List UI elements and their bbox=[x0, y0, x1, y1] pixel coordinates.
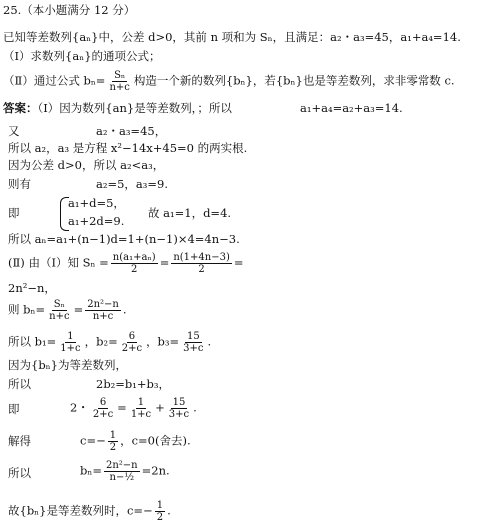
answer-line-5-math: a₂=5，a₃=9. bbox=[96, 177, 168, 191]
system-eq-2: a₁+2d=9. bbox=[68, 214, 125, 228]
answer-line-1-math: a₁+a₄=a₂+a₃=14. bbox=[300, 101, 403, 115]
q2-prefix: （Ⅱ）通过公式 bₙ= bbox=[3, 73, 106, 88]
answer-line-1: 答案：（Ⅰ）因为数列{an}是等差数列，；所以 bbox=[3, 101, 232, 115]
answer-label: 答案： bbox=[3, 101, 38, 115]
answer-line-6-label: 即 bbox=[8, 206, 20, 220]
answer-line-13-label: 所以 bbox=[8, 377, 31, 391]
answer-line-15-label: 解得 bbox=[8, 434, 31, 448]
question-1: （Ⅰ）求数列{aₙ}的通项公式； bbox=[3, 49, 161, 63]
answer-line-16-label: 所以 bbox=[8, 466, 31, 480]
bn-fraction-2: $\frac{\text{2n²−n}}{n+c}$ bbox=[87, 299, 119, 322]
answer-line-10: 则 bₙ= $\frac{\text{Sₙ}}{n+c}$ = $\frac{\text{2n²−n}}{n+c}$ . bbox=[8, 299, 127, 322]
sn-fraction-1: $\frac{\text{n(a₁+aₙ)}}{2}$ bbox=[112, 252, 156, 275]
b3-fraction: $\frac{15}{3+c}$ bbox=[183, 331, 204, 354]
answer-line-4: 因为公差 d>0，所以 a₂<a₃， bbox=[8, 158, 165, 172]
answer-line-5-label: 则有 bbox=[8, 177, 31, 191]
system-result: 故 a₁=1，d=4. bbox=[148, 206, 232, 220]
c-fraction: $\frac{1}{2}$ bbox=[109, 430, 117, 453]
answer-line-11: 所以 b₁= $\frac{1}{1+c}$ ，b₂= $\frac{6}{2+c}$ ，b₃= $\frac{15}{3+c}$ . bbox=[8, 331, 212, 354]
answer-line-13-math: 2b₂=b₁+b₃， bbox=[96, 377, 171, 391]
answer-line-2-label: 又 bbox=[8, 124, 20, 138]
answer-line-9: 2n²−n， bbox=[8, 281, 56, 295]
answer-line-17: 故{bₙ}是等差数列时，c=− $\frac{1}{2}$ . bbox=[8, 500, 171, 523]
sn-fraction-2: $\frac{n(1+4n-3)}{2}$ bbox=[173, 252, 230, 275]
question-2 bbox=[3, 70, 455, 93]
answer-line-14-math: 2・ $\frac{6}{2+c}$ = $\frac{1}{1+c}$ + $\frac{15}{3+c}$ . bbox=[70, 397, 197, 420]
final-c-fraction: $\frac{1}{2}$ bbox=[156, 500, 164, 523]
answer-line-2-math: a₂・a₃=45， bbox=[96, 124, 167, 138]
system-eq-1: a₁+d=5， bbox=[68, 196, 125, 210]
eq-fraction-3: $\frac{15}{3+c}$ bbox=[168, 397, 190, 420]
problem-header: 25.（本小题满分 12 分） bbox=[3, 3, 136, 17]
answer-line-16-math: bₙ= $\frac{\text{2n²−n}}{\text{n−½}}$ =2n. bbox=[80, 460, 170, 483]
answer-line-14-label: 即 bbox=[8, 402, 20, 416]
answer-line-3: 所以 a₂，a₃ 是方程 x²−14x+45=0 的两实根. bbox=[8, 141, 248, 155]
bn-final-fraction: $\frac{\text{2n²−n}}{\text{n−½}}$ bbox=[105, 460, 138, 483]
problem-statement: 已知等差数列{aₙ}中，公差 d>0，其前 n 项和为 Sₙ，且满足：a₂・a₃=45，a₁+a₄=14. bbox=[3, 30, 461, 44]
q2-fraction: $\frac{\text{Sₙ}}{n+c}$ bbox=[109, 70, 130, 93]
answer-line-12: 因为{bₙ}为等差数列， bbox=[8, 358, 127, 372]
eq-fraction-2: $\frac{1}{1+c}$ bbox=[130, 397, 152, 420]
bn-fraction-1: $\frac{\text{Sₙ}}{n+c}$ bbox=[49, 299, 70, 322]
answer-line-7: 所以 aₙ=a₁+(n−1)d=1+(n−1)×4=4n−3. bbox=[8, 232, 240, 246]
answer-line-15-math: c=− $\frac{1}{2}$ ，c=0(舍去). bbox=[80, 430, 191, 453]
q2-suffix: 构造一个新的数列{bₙ}，若{bₙ}也是等差数列，求非零常数 c. bbox=[133, 73, 455, 88]
eq-fraction-1: $\frac{6}{2+c}$ bbox=[92, 397, 114, 420]
answer-line-8: (Ⅱ) 由（Ⅰ）知 Sₙ = $\frac{\text{n(a₁+aₙ)}}{2}$ = $\frac{n(1+4n-3)}{2}$ = bbox=[8, 252, 244, 275]
b1-fraction: $\frac{1}{1+c}$ bbox=[60, 331, 81, 354]
b2-fraction: $\frac{6}{2+c}$ bbox=[121, 331, 143, 354]
